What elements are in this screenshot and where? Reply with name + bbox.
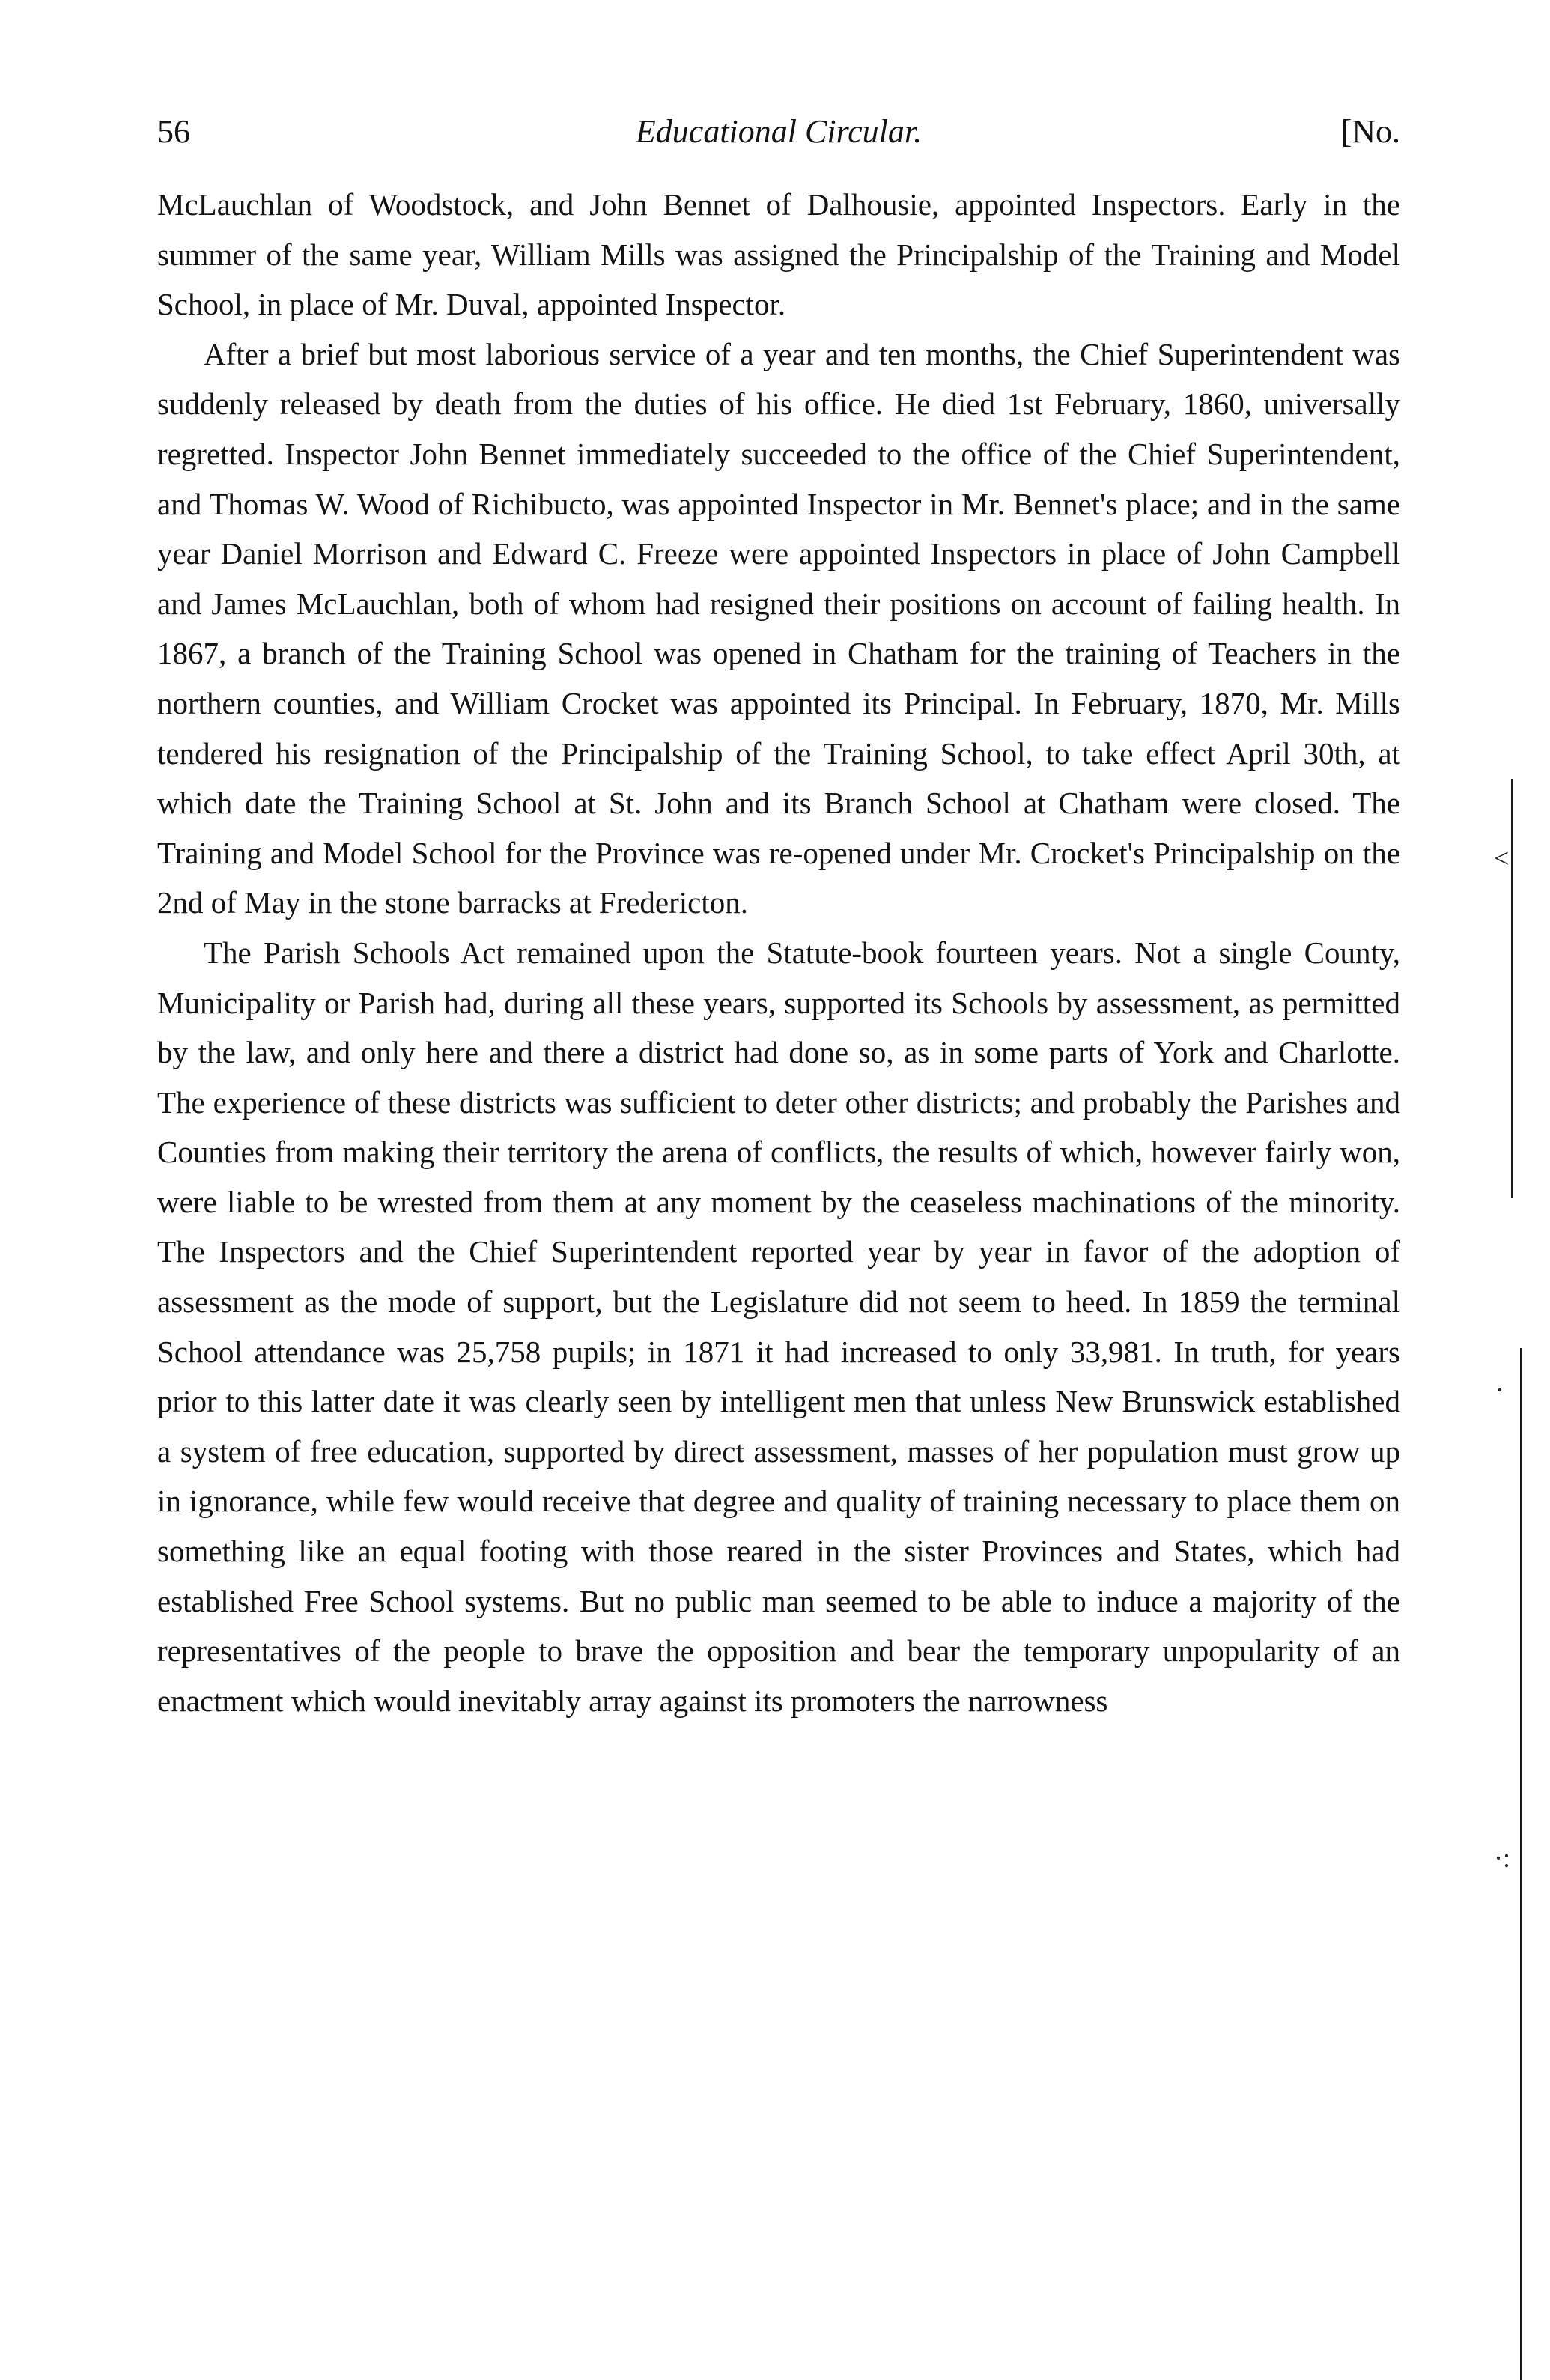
running-title: Educational Circular.: [635, 113, 923, 150]
scan-edge-line-upper: [1511, 779, 1513, 1198]
margin-bracket-mark: <: [1494, 843, 1510, 873]
margin-dot-mark: ·: [1495, 1375, 1504, 1405]
paragraph-3: The Parish Schools Act remained upon the Statute-book fourteen years. Not a single County, Municipality or Parish had, during all these years, supported its Schools by assessment, as permitted by the law, and only here and there a district had done so, as in some parts of York and Charlotte. The experience of these districts was sufficient to deter other districts; and probably the Parishes and Counties from making their territory the arena of conflicts, the results of which, however fairly won, were liable to be wrested from them at any moment by the ceaseless machinations of the minority. The Inspectors and the Chief Superintendent reported year by year in favor of the adoption of assessment as the mode of support, but the Legislature did not seem to heed. In 1859 the terminal School attendance was 25,758 pupils; in 1871 it had increased to only 33,981. In truth, for years prior to this latter date it was clearly seen by intelligent men that unless New Brunswick established a system of free education, supported by direct assessment, masses of her population must grow up in ignorance, while few would receive that degree and quality of training necessary to place them on something like an equal footing with those reared in the sister Provinces and States, which had established Free School systems. But no public man seemed to be able to induce a majority of the representatives of the people to brave the opposition and bear the temporary unpopularity of an enactment which would inevitably array against its promoters the narrowness: [157, 935, 1400, 1718]
margin-bottom-mark: ·:: [1494, 1843, 1510, 1873]
page-number: 56: [157, 113, 190, 150]
body-text: [157, 180, 1400, 1725]
paragraph-2: After a brief but most laborious service of a year and ten months, the Chief Superintendent was suddenly released by death from the duties of his office. He died 1st February, 1860, universally regretted. Inspector John Bennet immediately succeeded to the office of the Chief Superintendent, and Thomas W. Wood of Richibucto, was appointed Inspector in Mr. Bennet's place; and in the same year Daniel Morrison and Edward C. Freeze were appointed Inspectors in place of John Campbell and James McLauchlan, both of whom had resigned their positions on account of failing health. In 1867, a branch of the Training School was opened in Chatham for the training of Teachers in the northern counties, and William Crocket was appointed its Principal. In February, 1870, Mr. Mills tendered his resignation of the Principalship of the Training School, to take effect April 30th, at which date the Training School at St. John and its Branch School at Chatham were closed. The Training and Model School for the Province was re-opened under Mr. Crocket's Principalship on the 2nd of May in the stone barracks at Fredericton.: [157, 336, 1400, 920]
issue-mark: [No.: [1340, 113, 1400, 150]
page-header: [157, 112, 1400, 165]
paragraph-1: McLauchlan of Woodstock, and John Bennet of Dalhousie, appointed Inspectors. Early in the summer of the same year, William Mills was assigned the Principalship of the Training and Model School, in place of Mr. Duval, appointed Inspector.: [157, 187, 1400, 322]
scan-edge-line-lower: [1520, 1348, 1522, 2380]
